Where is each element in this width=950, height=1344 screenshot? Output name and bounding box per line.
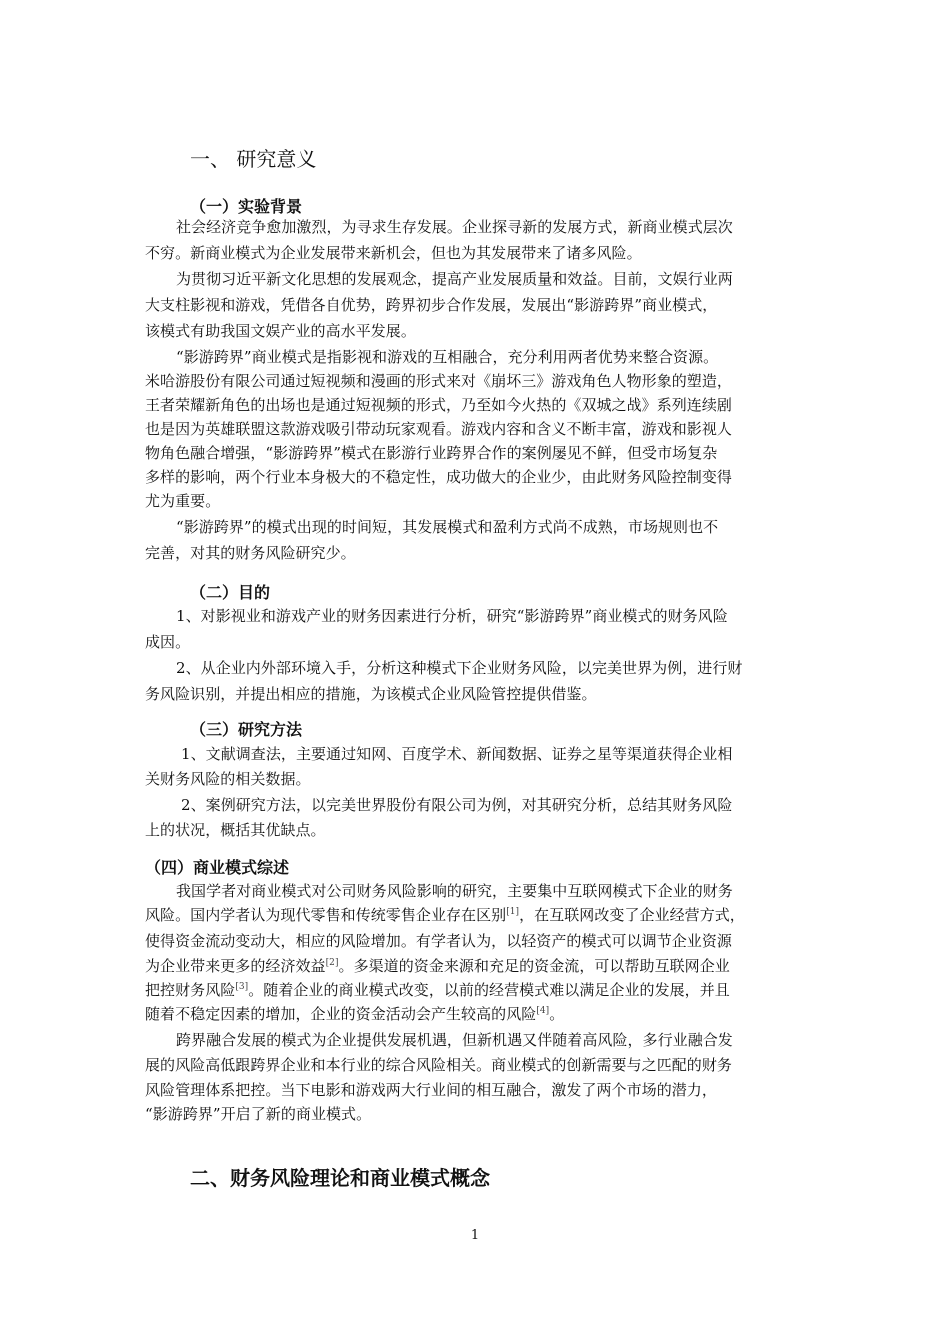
paragraph-line: 也是因为英雄联盟这款游戏吸引带动玩家观看。游戏内容和含义不断丰富，游戏和影视人	[145, 420, 732, 438]
line-segment: 把控财务风险	[145, 981, 236, 999]
paragraph-line: 上的状况，概括其优缺点。	[145, 821, 326, 839]
paragraph-line: 1、文献调查法，主要通过知网、百度学术、新闻数据、证券之星等渠道获得企业相	[181, 745, 733, 763]
citation-ref: [4]	[536, 1006, 550, 1016]
page-number: 1	[470, 1228, 480, 1243]
citation-ref: [2]	[325, 958, 339, 968]
paragraph-line: 2、从企业内外部环境入手，分析这种模式下企业财务风险，以完美世界为例，进行财	[176, 659, 743, 677]
citation-ref: [3]	[235, 982, 249, 992]
paragraph-line: 我国学者对商业模式对公司财务风险影响的研究，主要集中互联网模式下企业的财务	[176, 882, 733, 900]
paragraph-line: 米哈游股份有限公司通过短视频和漫画的形式来对《崩坏三》游戏角色人物形象的塑造，	[145, 372, 732, 390]
paragraph-line	[145, 979, 730, 1000]
paragraph-line	[145, 1003, 564, 1024]
subheading-methods: （三）研究方法	[190, 720, 303, 739]
paragraph-line: 不穷。新商业模式为企业发展带来新机会，但也为其发展带来了诸多风险。	[145, 244, 642, 262]
paragraph-line: 务风险识别，并提出相应的措施，为该模式企业风险管控提供借鉴。	[145, 685, 597, 703]
paragraph-line	[145, 955, 730, 976]
section-heading-1: 一、 研究意义	[190, 147, 317, 171]
subheading-purpose: （二）目的	[190, 583, 271, 602]
line-segment: 随着不稳定因素的增加，企业的资金活动会产生较高的风险	[145, 1005, 537, 1023]
paragraph-line: 风险管理体系把控。当下电影和游戏两大行业间的相互融合，激发了两个市场的潜力，	[145, 1081, 717, 1099]
paragraph-line: 多样的影响，两个行业本身极大的不稳定性，成功做大的企业少，由此财务风险控制变得	[145, 468, 732, 486]
paragraph-line: “影游跨界”商业模式是指影视和游戏的互相融合，充分利用两者优势来整合资源。	[176, 348, 719, 366]
line-segment: 为企业带来更多的经济效益	[145, 957, 326, 975]
paragraph-line	[145, 904, 745, 925]
line-segment: 风险。国内学者认为现代零售和传统零售企业存在区别	[145, 906, 507, 924]
citation-ref: [1]	[506, 907, 520, 917]
paragraph-line: 展的风险高低跟跨界企业和本行业的综合风险相关。商业模式的创新需要与之匹配的财务	[145, 1056, 732, 1074]
paragraph-line: 为贯彻习近平新文化思想的发展观念，提高产业发展质量和效益。目前，文娱行业两	[176, 270, 733, 288]
subheading-background: （一）实验背景	[190, 197, 303, 216]
paragraph-line: 2、案例研究方法，以完美世界股份有限公司为例，对其研究分析，总结其财务风险	[181, 796, 733, 814]
line-segment: 。	[549, 1005, 565, 1023]
line-segment: 。随着企业的商业模式改变，以前的经营模式难以满足企业的发展，并且	[248, 981, 730, 999]
line-segment: ，在互联网改变了企业经营方式，	[519, 906, 745, 924]
section-heading-2: 二、财务风险理论和商业模式概念	[190, 1166, 490, 1190]
paragraph-line: 关财务风险的相关数据。	[145, 770, 311, 788]
paragraph-line: 该模式有助我国文娱产业的高水平发展。	[145, 322, 416, 340]
line-segment: 。多渠道的资金来源和充足的资金流，可以帮助互联网企业	[338, 957, 730, 975]
paragraph-line: 尤为重要。	[145, 492, 221, 510]
paragraph-line: 跨界融合发展的模式为企业提供发展机遇，但新机遇又伴随着高风险，多行业融合发	[176, 1031, 733, 1049]
paragraph-line: 社会经济竞争愈加激烈，为寻求生存发展。企业探寻新的发展方式，新商业模式层次	[176, 218, 733, 236]
paragraph-line: 成因。	[145, 633, 191, 651]
paragraph-line: 1、对影视业和游戏产业的财务因素进行分析，研究“影游跨界”商业模式的财务风险	[176, 607, 728, 625]
paragraph-line: 完善，对其的财务风险研究少。	[145, 544, 356, 562]
paragraph-line: 王者荣耀新角色的出场也是通过短视频的形式，乃至如今火热的《双城之战》系列连续剧	[145, 396, 732, 414]
subheading-business-model-review: （四）商业模式综述	[145, 858, 290, 877]
paragraph-line: “影游跨界”的模式出现的时间短，其发展模式和盈利方式尚不成熟，市场规则也不	[176, 518, 719, 536]
paragraph-line: 使得资金流动变动大，相应的风险增加。有学者认为，以轻资产的模式可以调节企业资源	[145, 932, 732, 950]
paragraph-line: “影游跨界”开启了新的商业模式。	[145, 1105, 372, 1123]
paragraph-line: 物角色融合增强，“影游跨界”模式在影游行业跨界合作的案例屡见不鲜，但受市场复杂	[145, 444, 718, 462]
paragraph-line: 大支柱影视和游戏，凭借各自优势，跨界初步合作发展，发展出“影游跨界”商业模式，	[145, 296, 718, 314]
